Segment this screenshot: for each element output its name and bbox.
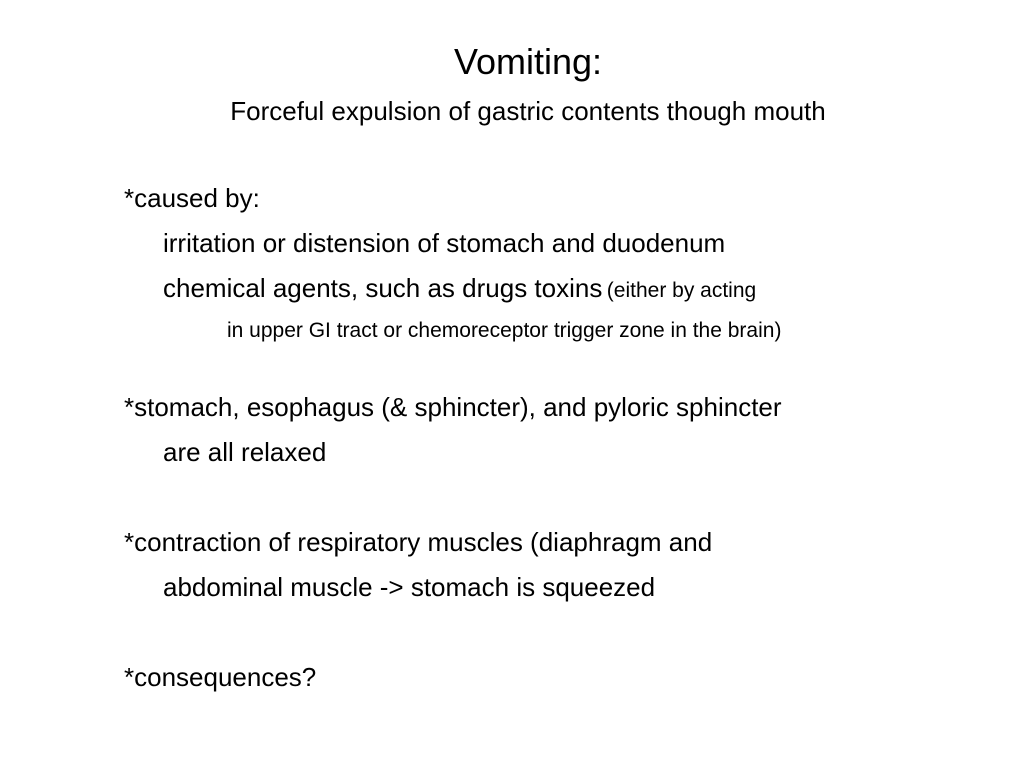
consequences-line: *consequences?: [124, 662, 317, 692]
chemical-agents-text: chemical agents, such as drugs toxins: [163, 273, 603, 303]
slide-subtitle: Forceful expulsion of gastric contents though mouth: [230, 96, 826, 126]
caused-by-heading: *caused by:: [124, 183, 260, 213]
relaxed-line-1: *stomach, esophagus (& sphincter), and pyloric sphincter: [124, 392, 782, 422]
chemical-agents-note: (either by acting: [606, 279, 757, 302]
slide-title: Vomiting:: [453, 41, 603, 82]
relaxed-line-2: are all relaxed: [163, 437, 327, 467]
caused-by-item-chemical: [163, 275, 756, 301]
caused-by-item-irritation: irritation or distension of stomach and duodenum: [163, 228, 726, 258]
contraction-line-2: abdominal muscle -> stomach is squeezed: [163, 572, 656, 602]
contraction-line-1: *contraction of respiratory muscles (diaphragm and: [124, 527, 713, 557]
chemical-agents-note-continued: in upper GI tract or chemoreceptor trigger zone in the brain): [227, 319, 782, 342]
